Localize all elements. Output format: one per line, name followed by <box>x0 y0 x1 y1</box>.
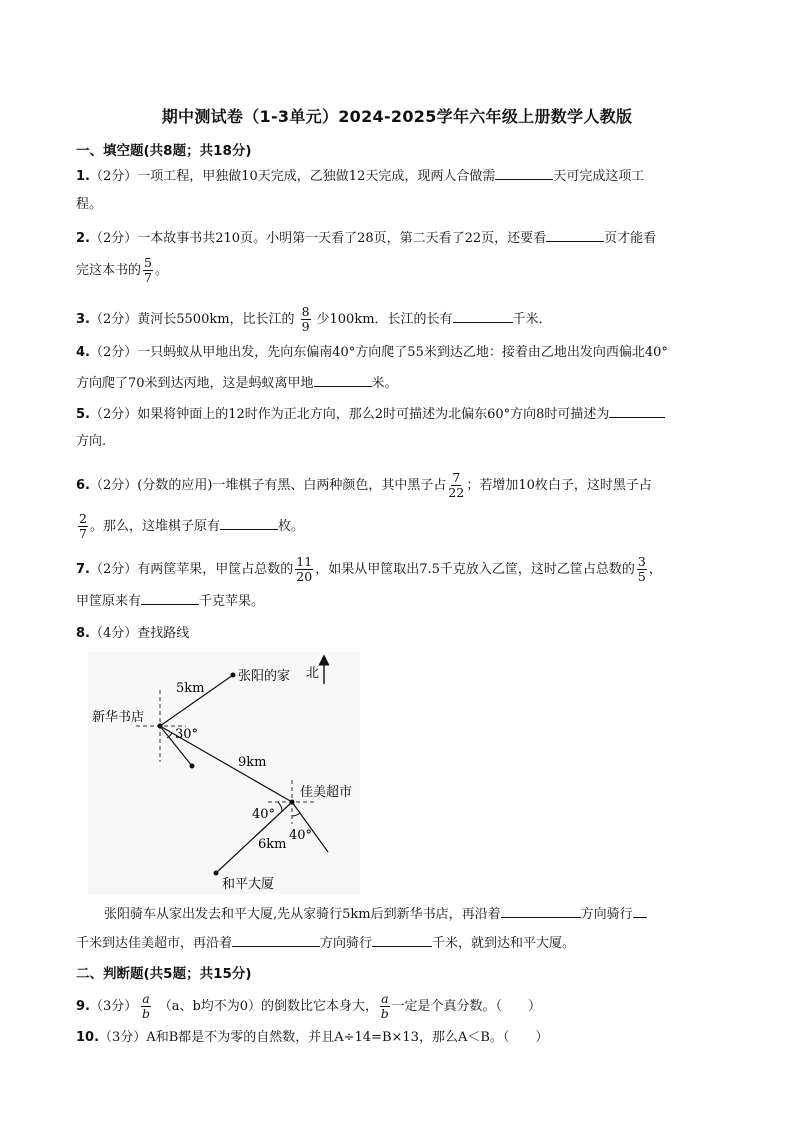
question-9 <box>76 992 541 1021</box>
question-text: 米。 <box>371 376 398 391</box>
north-label: 北 <box>306 666 320 681</box>
question-text: 甲筐原来有 <box>76 594 142 609</box>
question-text: 黄河长5500km，比长江的 <box>137 312 295 327</box>
question-3 <box>76 305 552 334</box>
question-text: ；若增加10枚白子，这时黑子占 <box>466 478 652 493</box>
route-map-diagram <box>88 652 360 894</box>
question-6-line-1 <box>76 471 652 500</box>
question-text: 一项工程，甲独做10天完成，乙独做12天完成，现两人合做需 <box>137 169 496 184</box>
question-text: 方向骑行 <box>320 936 373 951</box>
answer-blank[interactable] <box>501 904 581 918</box>
answer-blank[interactable] <box>495 166 553 180</box>
question-5-line-1 <box>76 404 665 424</box>
question-text: 少100km．长江的长有 <box>316 312 453 327</box>
question-score: （2分） <box>89 562 138 577</box>
question-text: 千克苹果。 <box>199 594 265 609</box>
question-text: 方向. <box>76 434 107 449</box>
fraction: $\frac{8}{9}$ <box>301 304 310 334</box>
supermarket-label: 佳美超市 <box>300 785 353 800</box>
answer-blank[interactable] <box>141 591 199 605</box>
question-number: 6. <box>76 478 90 493</box>
question-score: （2分） <box>89 407 138 422</box>
bookstore-point <box>158 724 163 729</box>
question-text: 枚。 <box>277 519 304 534</box>
answer-blank[interactable] <box>314 373 372 387</box>
question-text: 。那么，这堆棋子原有 <box>89 519 220 534</box>
question-text: 。 <box>154 263 168 278</box>
fraction: $\frac{a}{b}$ <box>380 991 389 1021</box>
fraction: $\frac{a}{b}$ <box>141 991 150 1021</box>
question-8-heading <box>76 625 189 643</box>
question-score: （2分） <box>89 312 138 327</box>
angle-30-label: 30° <box>175 727 199 742</box>
question-score: （2分） <box>89 345 138 360</box>
question-text: 完这本书的 <box>76 263 142 278</box>
question-text: 天可完成这项工 <box>553 169 645 184</box>
question-7-line-2 <box>76 591 264 611</box>
question-text: 千米到达佳美超市，再沿着 <box>76 936 233 951</box>
question-text: （a、b均不为0）的倒数比它本身大， <box>158 999 379 1014</box>
question-text: (分数的应用)一堆棋子有黑、白两种颜色，其中黑子占 <box>137 478 447 493</box>
distance-5km-label: 5km <box>176 681 205 696</box>
question-text: 一定是个真分数。（ ） <box>391 999 542 1014</box>
question-number: 9. <box>76 999 90 1014</box>
page-title: 期中测试卷（1-3单元）2024-2025学年六年级上册数学人教版 <box>161 107 633 126</box>
question-number: 4. <box>76 345 90 360</box>
question-7-line-1 <box>76 555 662 584</box>
fraction: $\frac{7}{22}$ <box>448 470 465 500</box>
question-text: ， <box>648 562 662 577</box>
question-6-line-2 <box>76 512 304 541</box>
question-10 <box>76 1029 548 1047</box>
question-number: 5. <box>76 407 90 422</box>
question-number: 7. <box>76 562 90 577</box>
question-text: 程。 <box>76 197 103 212</box>
question-4-line-2 <box>76 373 398 393</box>
question-score: （2分） <box>89 231 138 246</box>
question-text: 有两筐苹果，甲筐占总数的 <box>137 562 294 577</box>
fraction: $\frac{5}{7}$ <box>144 255 152 285</box>
plaza-label: 和平大厦 <box>222 877 275 892</box>
answer-blank[interactable] <box>453 309 513 323</box>
fraction: $\frac{11}{20}$ <box>296 554 313 584</box>
question-text: 一只蚂蚁从甲地出发，先向东偏南40°方向爬了55米到达乙地：接着由乙地出发向西偏北40° <box>137 345 668 360</box>
question-text: 如果将钟面上的12时作为正北方向，那么2时可描述为北偏东60°方向8时可描述为 <box>137 407 610 422</box>
supermarket-point <box>290 800 295 805</box>
angle-40-right-label: 40° <box>289 828 313 843</box>
diagram-background <box>88 652 360 894</box>
angle-40-left-label: 40° <box>252 807 276 822</box>
question-8-line-2 <box>76 933 575 953</box>
question-number: 10. <box>76 1030 100 1045</box>
plaza-point <box>214 871 219 876</box>
question-number: 3. <box>76 312 90 327</box>
fraction: $\frac{3}{5}$ <box>637 554 646 584</box>
section-heading-fill-blank: 一、填空题(共8题；共18分) <box>76 143 252 159</box>
answer-blank[interactable] <box>220 516 278 530</box>
ray-end-point <box>190 764 195 769</box>
answer-blank[interactable] <box>232 933 320 947</box>
distance-6km-label: 6km <box>258 837 287 852</box>
question-text: 方向爬了70米到达丙地，这是蚂蚁离甲地 <box>76 376 314 391</box>
question-text: 方向骑行 <box>580 907 633 922</box>
home-point <box>231 673 236 678</box>
answer-blank[interactable] <box>372 933 432 947</box>
question-text: 千米，就到达和平大厦。 <box>432 936 576 951</box>
question-text: A和B都是不为零的自然数，并且A÷14=B×13，那么A＜B。（ ） <box>146 1030 549 1045</box>
answer-blank[interactable] <box>546 228 604 242</box>
home-label: 张阳的家 <box>238 669 291 684</box>
question-score: （2分） <box>89 169 138 184</box>
question-text: 页才能看 <box>604 231 657 246</box>
distance-9km-label: 9km <box>238 755 267 770</box>
question-score: （3分） <box>99 1030 147 1045</box>
question-8-line-1 <box>104 904 647 924</box>
question-score: （2分） <box>89 478 138 493</box>
section-heading-true-false: 二、判断题(共5题；共15分) <box>76 966 252 982</box>
answer-blank[interactable] <box>633 904 647 918</box>
fraction: $\frac{2}{7}$ <box>79 511 87 541</box>
bookstore-label: 新华书店 <box>92 710 145 725</box>
question-score: （3分） <box>89 999 138 1014</box>
question-5-line-2 <box>76 433 106 451</box>
question-number: 1. <box>76 169 90 184</box>
question-text: ，如果从甲筐取出7.5千克放入乙筐，这时乙筐占总数的 <box>315 562 635 577</box>
question-2-line-1 <box>76 228 656 248</box>
question-text: 张阳骑车从家出发去和平大厦,先从家骑行5km后到新华书店，再沿着 <box>104 907 501 922</box>
question-text: 查找路线 <box>137 626 190 641</box>
answer-blank[interactable] <box>609 404 665 418</box>
question-number: 2. <box>76 231 90 246</box>
question-2-line-2 <box>76 256 168 285</box>
question-1-line-2 <box>76 196 102 214</box>
question-1-line-1 <box>76 166 644 186</box>
question-text: 千米． <box>512 312 552 327</box>
question-4-line-1 <box>76 344 668 362</box>
question-number: 8. <box>76 626 90 641</box>
question-score: （4分） <box>89 626 138 641</box>
question-text: 一本故事书共210页。小明第一天看了28页，第二天看了22页，还要看 <box>137 231 547 246</box>
